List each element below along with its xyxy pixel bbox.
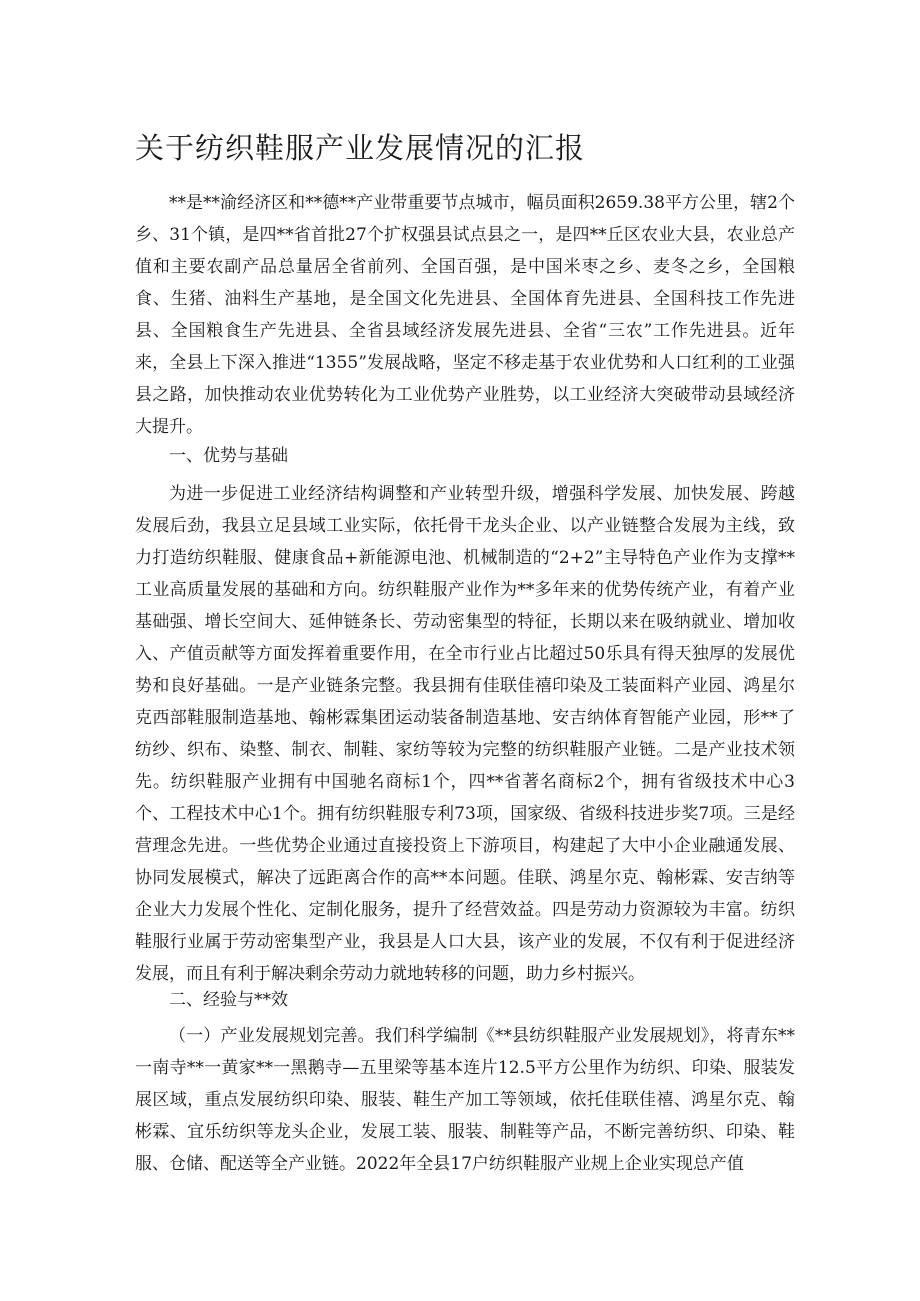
section-paragraph-advantages: 为进一步促进工业经济结构调整和产业转型升级，增强科学发展、加快发展、跨越发展后劲，我县立足县域工业实际，依托骨干龙头企业、以产业链整合发展为主线，致力打造纺织鞋服、健康食品+新能源电池、机械制造的“2+2”主导特色产业作为支撑**工业高质量发展的基础和方向。纺织鞋服产业作为**多年来的优势传统产业，有着产业基础强、增长空间大、延伸链条长、劳动密集型的特征，长期以来在吸纳就业、增加收入、产值贡献等方面发挥着重要作用，在全市行业占比超过50乐具有得天独厚的发展优势和良好基础。一是产业链条完整。我县拥有佳联佳禧印染及工装面料产业园、鸿星尔克西部鞋服制造基地、翰彬霖集团运动装备制造基地、安吉纳体育智能产业园，形**了纺纱、织布、染整、制衣、制鞋、家纺等较为完整的纺织鞋服产业链。二是产业技术领先。纺织鞋服产业拥有中国驰名商标1个，四**省著名商标2个，拥有省级技术中心3个、工程技术中心1个。拥有纺织鞋服专利73项，国家级、省级科技进步奖7项。三是经营理念先进。一些优势企业通过直接投资上下游项目，构建起了大中小企业融通发展、协同发展模式，解决了远距离合作的高**本问题。佳联、鸿星尔克、翰彬霖、安吉纳等企业大力发展个性化、定制化服务，提升了经营效益。四是劳动力资源较为丰富。纺织鞋服行业属于劳动密集型产业，我县是人口大县，该产业的发展，不仅有利于促进经济发展，而且有利于解决剩余劳动力就地转移的问题，助力乡村振兴。: [135, 484, 795, 984]
section-paragraph-planning: （一）产业发展规划完善。我们科学编制《**县纺织鞋服产业发展规划》，将青东**一南寺**一黄家**一黑鹅寺—五里梁等基本连片12.5平方公里作为纺织、印染、服装发展区域，重点发展纺织印染、服装、鞋生产加工等领域，依托佳联佳禧、鸿星尔克、翰彬霖、宜乐纺织等龙头企业，发展工装、服装、制鞋等产品，不断完善纺织、印染、鞋服、仓储、配送等全产业链。2022年全县17户纺织鞋服产业规上企业实现总产值: [135, 1026, 795, 1174]
section-heading-experience: 二、经验与**效: [169, 990, 288, 1010]
section-heading-advantages: 一、优势与基础: [169, 446, 288, 466]
document-title: 关于纺织鞋服产业发展情况的汇报: [135, 131, 586, 165]
intro-paragraph: **是**渝经济区和**德**产业带重要节点城市，幅员面积2659.38平方公里，辖2个乡、31个镇，是四**省首批27个扩权强县试点县之一，是四**丘区农业大县，农业总产值和主要农副产品总量居全省前列、全国百强，是中国米枣之乡、麦冬之乡，全国粮食、生猪、油料生产基地，是全国文化先进县、全国体育先进县、全国科技工作先进县、全国粮食生产先进县、全省县域经济发展先进县、全省“三农”工作先进县。近年来，全县上下深入推进“1355”发展战略，坚定不移走基于农业优势和人口红利的工业强县之路，加快推动农业优势转化为工业优势产业胜势，以工业经济大突破带动县域经济大提升。: [135, 193, 795, 437]
